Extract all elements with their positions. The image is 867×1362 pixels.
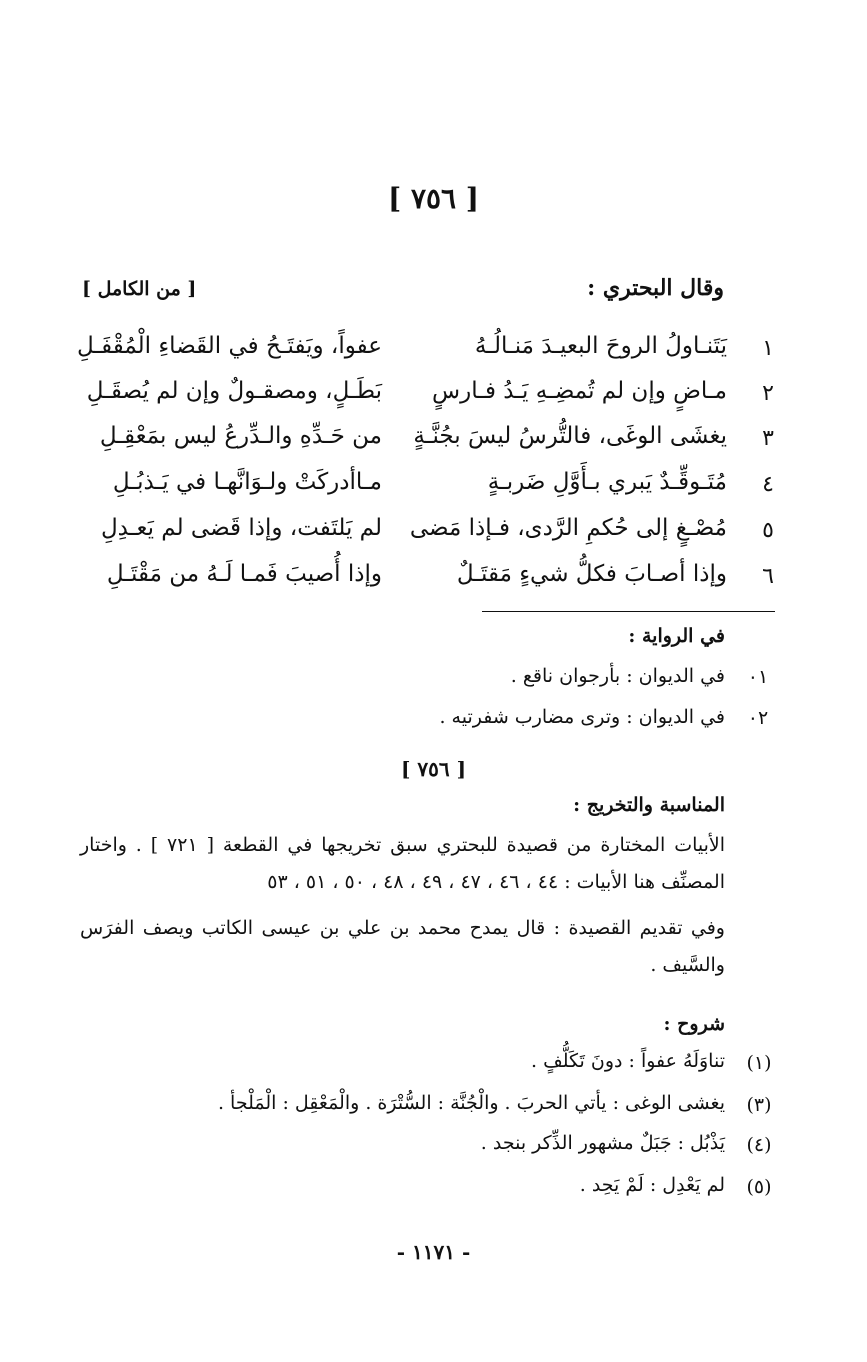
verse-second-hemistich: بَطَـلٍ، ومصقـولٌ وإن لم يُصقَـلِ	[86, 378, 382, 404]
verse-first-hemistich: مُصْـغٍ إلى حُكمِ الرَّدى، فـإذا مَضى	[409, 515, 727, 541]
intro-line: وقال البحتري :	[587, 275, 724, 301]
gloss-number: (١)	[746, 1052, 772, 1074]
verse-first-hemistich: وإذا أصـابَ فكلُّ شيءٍ مَقتَـلٌ	[456, 561, 727, 587]
verse-number: ٢	[762, 381, 774, 406]
introduction-paragraph: وفي تقديم القصيدة : قال يمدح محمد بن علي بن عيسى الكاتب ويصف الفرَس والسَّيف .	[80, 917, 725, 976]
riwaya-heading: في الرواية :	[628, 625, 725, 647]
gloss-text: تناوَلَهُ عفواً : دونَ تَكَلُّفٍ .	[531, 1050, 725, 1072]
verse-first-hemistich: يَتَنـاولُ الروحَ البعيـدَ مَنـالُـهُ	[474, 333, 727, 359]
verse-number: ٣	[762, 426, 774, 451]
verse-second-hemistich: وإذا أُصيبَ فَمـا لَـهُ من مَقْتَـلِ	[106, 561, 382, 587]
verse-first-hemistich: مـاضٍ وإن لم تُمضِـهِ يَـدُ فـارسٍ	[432, 378, 727, 404]
verse-number: ٦	[762, 564, 774, 589]
verse-first-hemistich: مُتَـوقِّـدٌ يَبري بـأَوَّلِ ضَربـةٍ	[487, 469, 727, 495]
munasaba-heading: المناسبة والتخريج :	[573, 794, 725, 816]
riwaya-note-number: ٠١	[747, 666, 769, 688]
footnote-divider	[482, 611, 775, 612]
verse-first-hemistich: يغشَى الوغَى، فالتُّرسُ ليسَ بجُنَّـةٍ	[413, 423, 727, 449]
munasaba-paragraph: الأبيات المختارة من قصيدة للبحتري سبق تخريجها في القطعة [ ٧٢١ ] . واختار المصنِّف هنا الأبيات : ٤٤ ، ٤٦ ، ٤٧ ، ٤٩ ، ٤٨ ، ٥٠ ، ٥١ ، ٥٣	[80, 834, 726, 893]
gloss-text: لم يَعْدِل : لَمْ يَحِد .	[579, 1174, 725, 1196]
piece-number: [ ٧٥٦ ]	[387, 182, 480, 215]
verse-second-hemistich: من حَـدِّهِ والـدِّرعُ ليس بمَعْقِـلِ	[99, 423, 382, 449]
verse-number: ٤	[762, 472, 774, 497]
verse-second-hemistich: مـاأدركَتْ ولـوَانَّهـا في يَـذبُـلِ	[112, 469, 382, 495]
shuruh-heading: شروح :	[663, 1013, 725, 1035]
gloss-number: (٤)	[746, 1134, 772, 1156]
verse-number: ١	[762, 336, 774, 361]
verse-second-hemistich: عفواً، ويَفتَـحُ في القَضاءِ الْمُقْفَـلِ	[76, 333, 382, 359]
verse-second-hemistich: لم يَلتَفت، وإذا قَضى لم يَعـدِلِ	[100, 515, 382, 541]
gloss-number: (٣)	[746, 1094, 772, 1116]
gloss-number: (٥)	[746, 1176, 772, 1198]
gloss-text: يغشى الوغى : يأتي الحربَ . والْجُنَّة : السُّتْرَة . والْمَعْقِل : الْمَلْجأ .	[217, 1092, 725, 1114]
meter-label: [ من الكامل ]	[82, 278, 197, 300]
riwaya-note-text: في الديوان : وترى مضارب شفرتيه .	[439, 706, 725, 728]
verse-number: ٥	[762, 518, 774, 543]
page-number: - ١١٧١ -	[396, 1240, 471, 1264]
riwaya-note-number: ٠٢	[747, 707, 769, 729]
riwaya-note-text: في الديوان : بأرجوان ناقع .	[510, 665, 725, 687]
section-piece-number: [ ٧٥٦ ]	[400, 757, 467, 781]
gloss-text: يَذْبُل : جَبَلٌ مشهور الذِّكر بنجد .	[480, 1132, 725, 1154]
